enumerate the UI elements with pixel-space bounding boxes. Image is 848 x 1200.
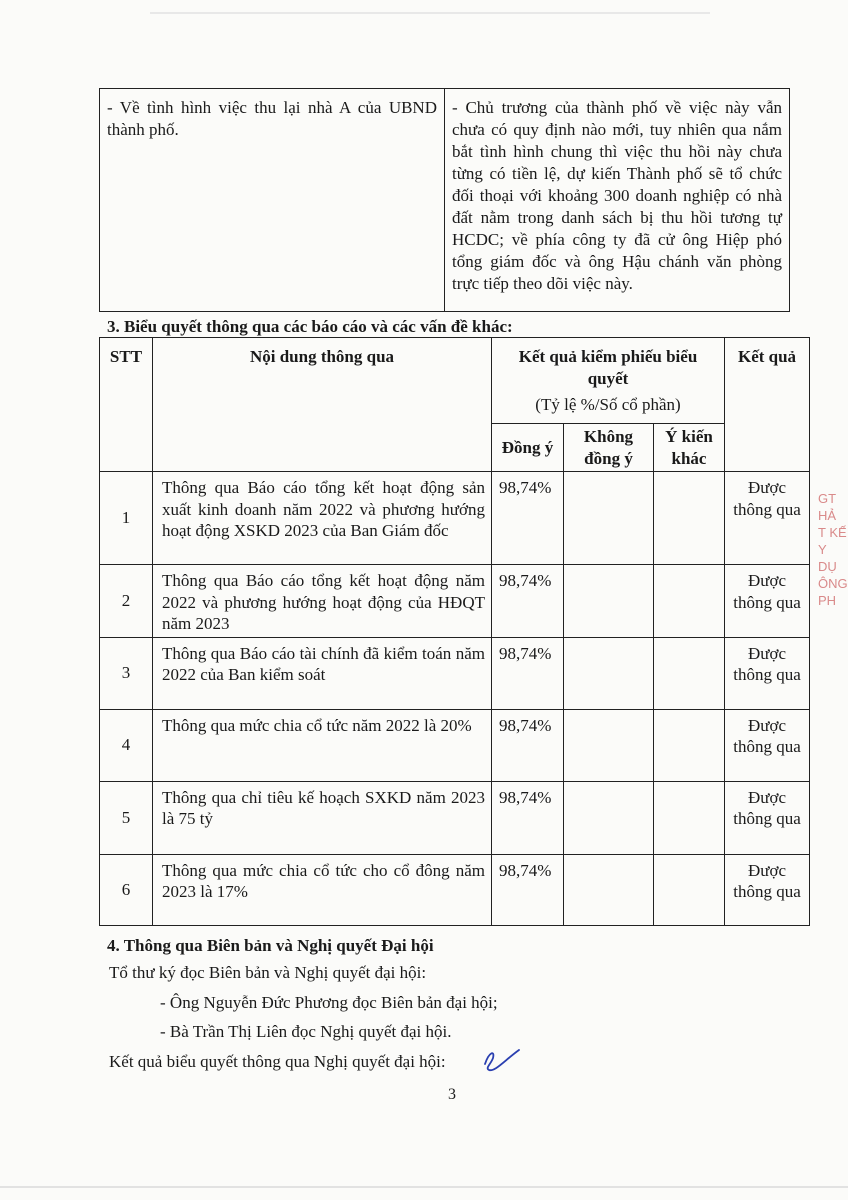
row-number: 4: [100, 709, 153, 781]
table-row: [100, 709, 810, 781]
section-4-title: 4. Thông qua Biên bản và Nghị quyết Đại hội: [107, 936, 434, 955]
row-content: Thông qua Báo cáo tổng kết hoạt động sản xuất kinh doanh năm 2022 và phương hướng hoạt động XSKD 2023 của Ban Giám đốc: [153, 472, 492, 565]
row-number: 2: [100, 565, 153, 638]
section-3-title: 3. Biểu quyết thông qua các báo cáo và các vấn đề khác:: [107, 317, 513, 336]
row-content: Thông qua mức chia cổ tức năm 2022 là 20%: [153, 709, 492, 781]
row-number: 3: [100, 637, 153, 709]
row-agree: 98,74%: [492, 709, 564, 781]
table-row: [100, 854, 810, 925]
header-stt: STT: [100, 338, 153, 472]
table-row: [100, 89, 790, 312]
table-header-row: [100, 338, 810, 424]
handwritten-mark: [481, 1046, 523, 1074]
row-disagree: [564, 709, 654, 781]
row-content: Thông qua mức chia cổ tức cho cổ đông năm 2023 là 17%: [153, 854, 492, 925]
row-content: Thông qua chỉ tiêu kế hoạch SXKD năm 2023 là 75 tỷ: [153, 781, 492, 854]
page-number: 3: [448, 1086, 456, 1103]
table-row: [100, 565, 810, 638]
discussion-table: [99, 88, 790, 312]
scan-artifact-bottom: [0, 1186, 848, 1188]
minutes-reader-line: - Ông Nguyễn Đức Phương đọc Biên bản đại hội;: [160, 993, 498, 1012]
row-other: [654, 637, 725, 709]
question-cell: - Về tình hình việc thu lại nhà A của UBND thành phố.: [100, 89, 445, 312]
row-other: [654, 472, 725, 565]
header-disagree: Không đồng ý: [564, 424, 654, 472]
row-disagree: [564, 565, 654, 638]
scan-artifact-top: [150, 12, 710, 14]
header-result: Kết quả: [725, 338, 810, 472]
red-stamp-fragment: GT HẢ T KẾ Y DỤ ÔNG PH: [818, 491, 848, 608]
row-number: 5: [100, 781, 153, 854]
table-row: [100, 472, 810, 565]
row-result: Được thông qua: [725, 565, 810, 638]
row-number: 1: [100, 472, 153, 565]
table-row: [100, 637, 810, 709]
secretary-line: Tổ thư ký đọc Biên bản và Nghị quyết đại hội:: [109, 963, 427, 982]
row-disagree: [564, 854, 654, 925]
voting-results-table: [99, 337, 810, 926]
resolution-reader-line: - Bà Trần Thị Liên đọc Nghị quyết đại hội.: [160, 1022, 452, 1041]
header-tally-title: Kết quả kiểm phiếu biểu quyết: [518, 347, 698, 388]
row-other: [654, 854, 725, 925]
row-agree: 98,74%: [492, 565, 564, 638]
answer-cell: - Chủ trương của thành phố về việc này vẫn chưa có quy định nào mới, tuy nhiên qua nắm bắt tình hình chung thì việc thu hồi này chưa từng có tiền lệ, dự kiến Thành phố sẽ tổ chức đối thoại với khoảng 300 doanh nghiệp có nhà đất nằm trong danh sách bị thu hồi tương tự HCDC; về phía công ty đã cử ông Hiệp phó tổng giám đốc và ông Hậu chánh văn phòng trực tiếp theo dõi việc này.: [445, 89, 790, 312]
header-tally-sub: (Tỷ lệ %/Số cổ phần): [535, 395, 681, 414]
header-tally: [492, 338, 725, 424]
row-agree: 98,74%: [492, 854, 564, 925]
row-content: Thông qua Báo cáo tổng kết hoạt động năm 2022 và phương hướng hoạt động của HĐQT năm 2023: [153, 565, 492, 638]
row-other: [654, 781, 725, 854]
row-agree: 98,74%: [492, 472, 564, 565]
row-number: 6: [100, 854, 153, 925]
header-other: Ý kiến khác: [654, 424, 725, 472]
row-agree: 98,74%: [492, 781, 564, 854]
row-agree: 98,74%: [492, 637, 564, 709]
row-disagree: [564, 472, 654, 565]
header-content: Nội dung thông qua: [153, 338, 492, 472]
row-result: Được thông qua: [725, 472, 810, 565]
row-result: Được thông qua: [725, 637, 810, 709]
row-disagree: [564, 637, 654, 709]
row-disagree: [564, 781, 654, 854]
resolution-vote-line: Kết quả biểu quyết thông qua Nghị quyết đại hội:: [109, 1052, 446, 1071]
row-result: Được thông qua: [725, 709, 810, 781]
row-other: [654, 709, 725, 781]
row-content: Thông qua Báo cáo tài chính đã kiểm toán năm 2022 của Ban kiểm soát: [153, 637, 492, 709]
row-other: [654, 565, 725, 638]
row-result: Được thông qua: [725, 854, 810, 925]
table-row: [100, 781, 810, 854]
header-agree: Đồng ý: [492, 424, 564, 472]
row-result: Được thông qua: [725, 781, 810, 854]
